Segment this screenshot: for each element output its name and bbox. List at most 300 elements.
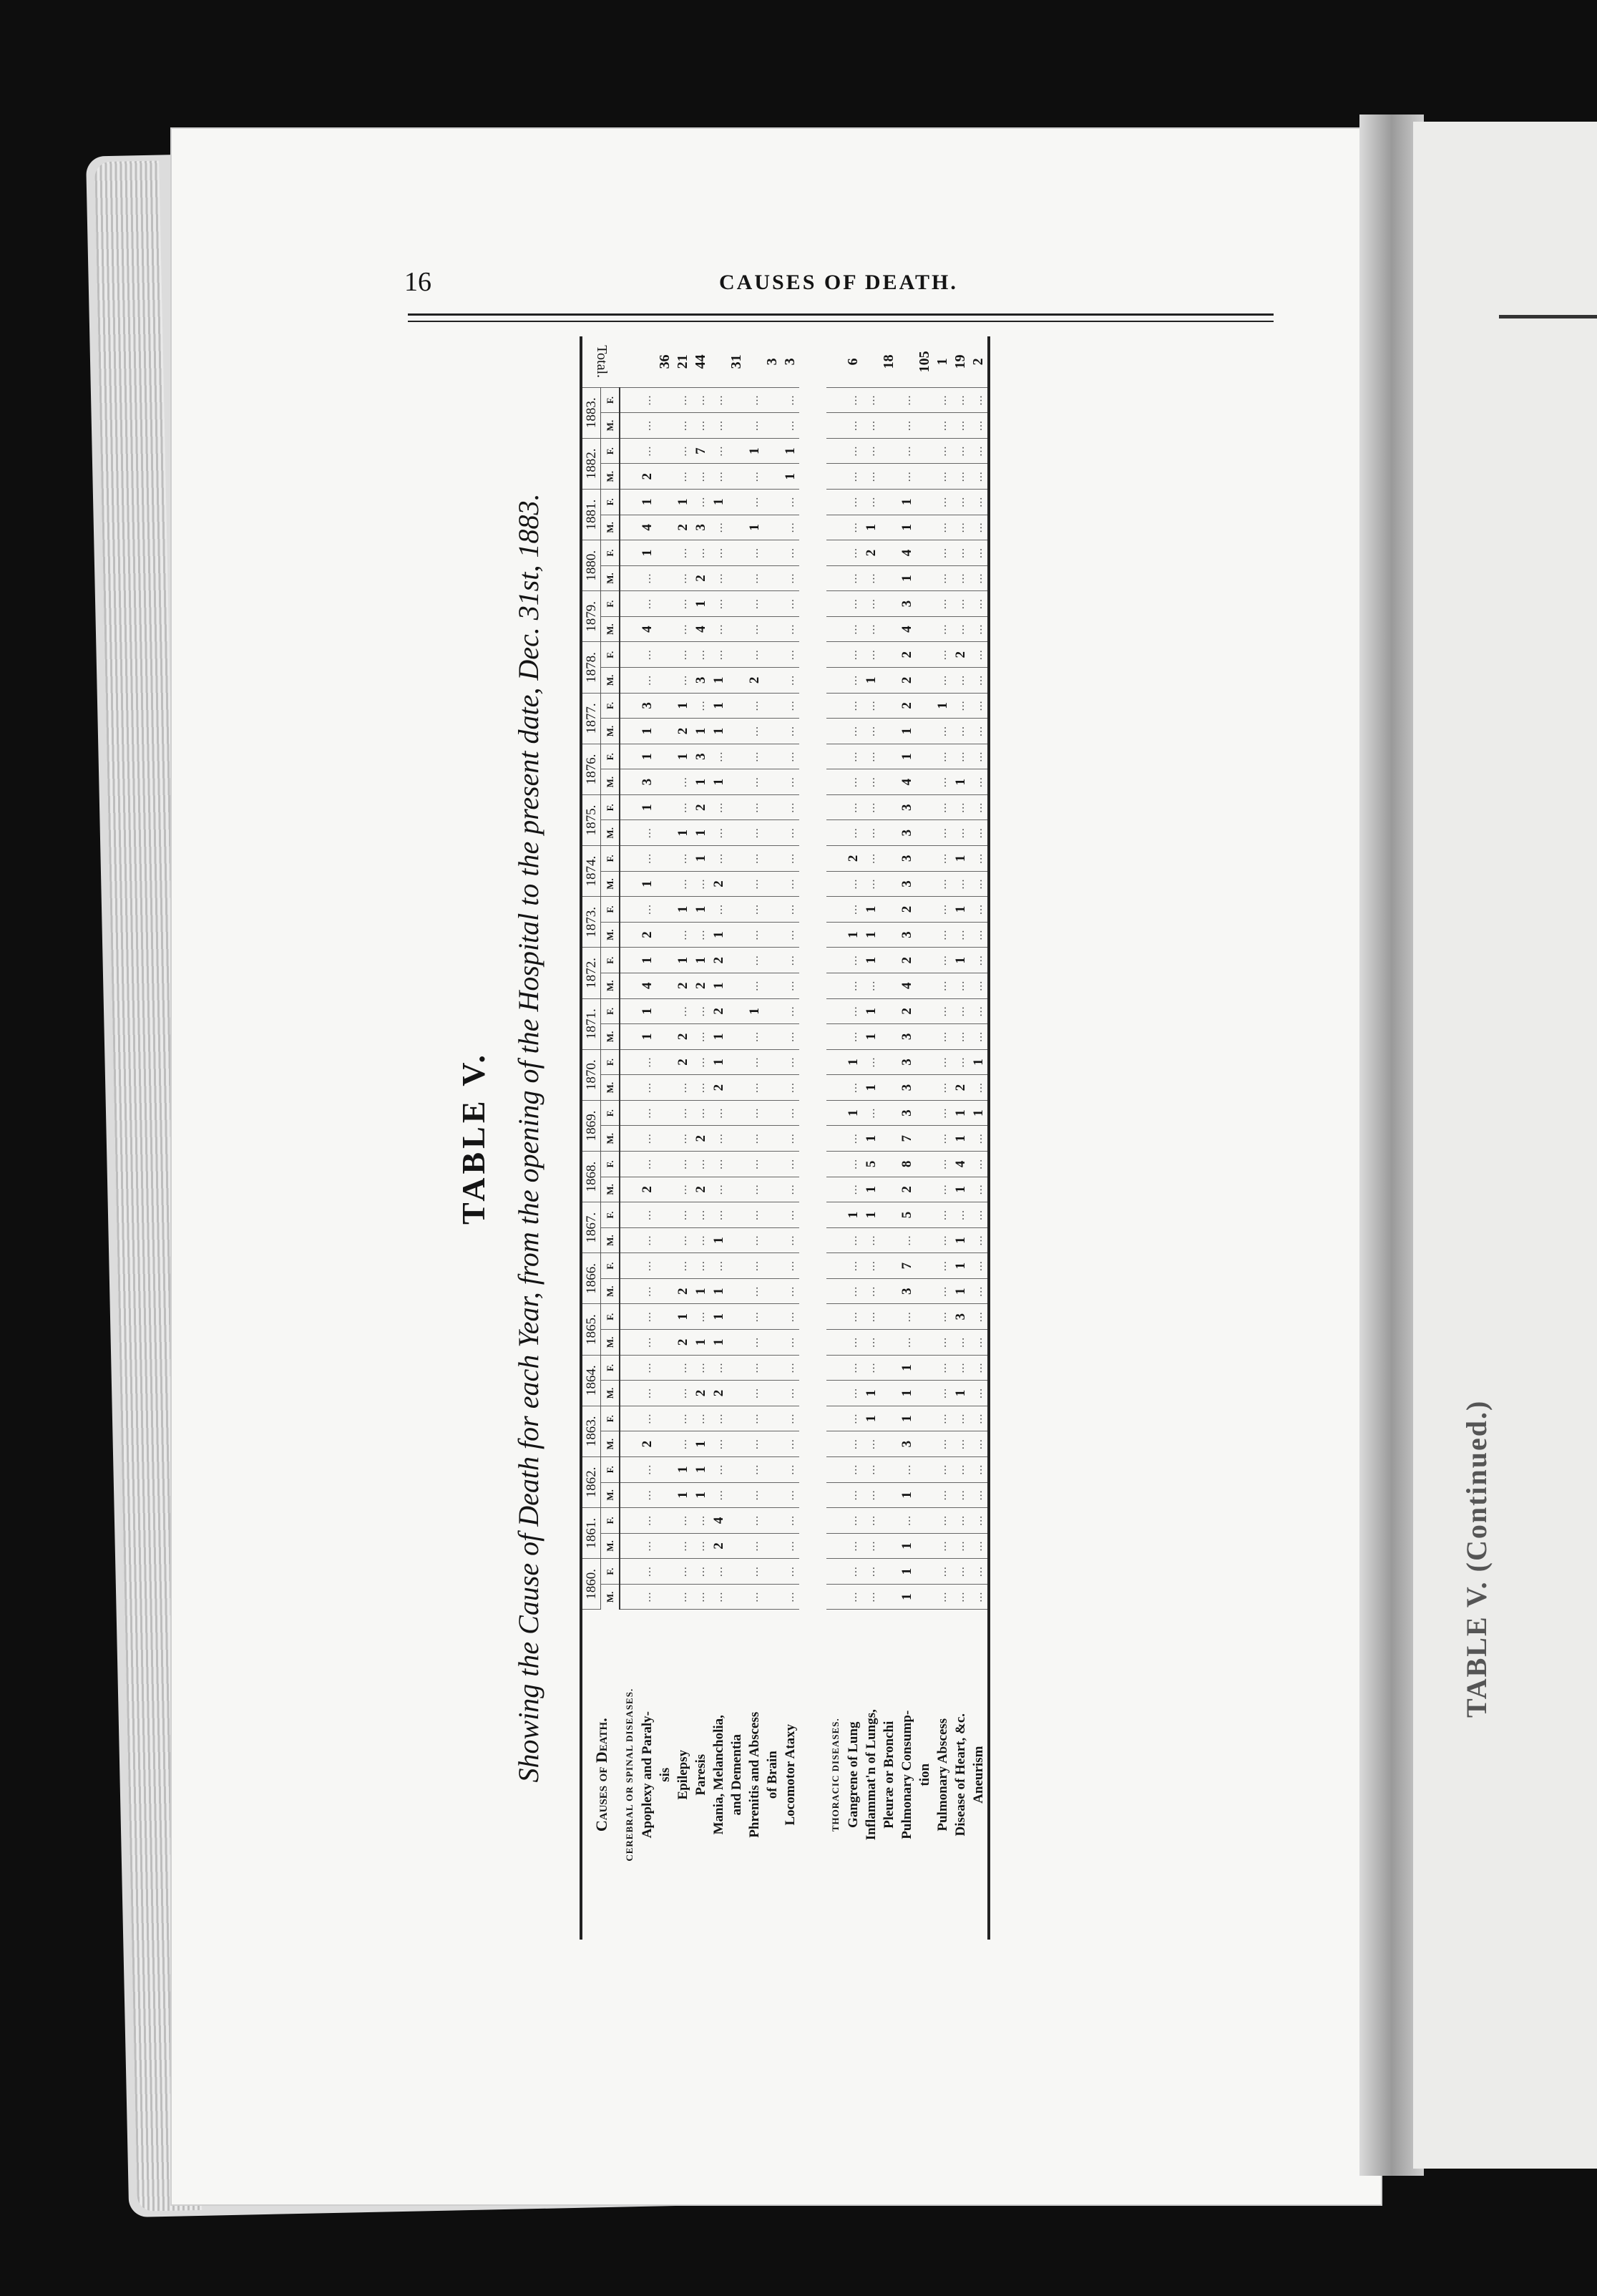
cause-row-continuation (656, 336, 674, 1940)
death-count: 3 (898, 820, 916, 846)
empty-cell (826, 1330, 844, 1356)
empty-marker: ... (674, 1406, 692, 1431)
row-total: 19 (952, 336, 970, 387)
sex-header: M. (601, 973, 620, 998)
empty-marker: ... (934, 1381, 952, 1406)
empty-marker: ... (674, 668, 692, 694)
empty-marker: ... (862, 1100, 880, 1126)
empty-marker: ... (862, 464, 880, 490)
empty-marker: ... (862, 1227, 880, 1253)
empty-marker: ... (674, 1584, 692, 1610)
empty-marker: ... (781, 1304, 799, 1330)
empty-cell (728, 1355, 746, 1381)
empty-marker: ... (844, 794, 862, 820)
empty-cell (763, 1584, 781, 1610)
death-count: 1 (674, 897, 692, 923)
empty-marker: ... (710, 565, 728, 591)
empty-marker: ... (710, 413, 728, 439)
empty-cell (656, 1330, 674, 1356)
empty-cell (880, 1584, 898, 1610)
death-count: 2 (674, 1024, 692, 1050)
sex-header: F. (601, 1049, 620, 1075)
death-count: 1 (952, 769, 970, 795)
empty-cell (880, 1024, 898, 1050)
empty-marker: ... (746, 1100, 763, 1126)
empty-marker: ... (844, 1253, 862, 1279)
death-count: 2 (692, 973, 710, 998)
empty-marker: ... (781, 1508, 799, 1534)
empty-marker: ... (970, 744, 989, 769)
empty-cell (728, 998, 746, 1024)
empty-marker: ... (934, 922, 952, 948)
empty-marker: ... (746, 1355, 763, 1381)
row-total: 105 (916, 336, 934, 387)
empty-marker: ... (844, 998, 862, 1024)
empty-marker: ... (970, 464, 989, 490)
empty-marker: ... (710, 515, 728, 540)
empty-marker: ... (970, 1304, 989, 1330)
cause-row (674, 336, 692, 1940)
death-count: 1 (898, 1406, 916, 1431)
empty-marker: ... (674, 438, 692, 464)
empty-marker: ... (844, 871, 862, 897)
empty-cell (916, 693, 934, 719)
empty-marker: ... (970, 973, 989, 998)
empty-marker: ... (970, 1202, 989, 1228)
empty-cell (763, 871, 781, 897)
empty-cell (728, 387, 746, 413)
death-count: 1 (952, 948, 970, 973)
empty-cell (763, 1152, 781, 1177)
year-header-row (581, 336, 601, 1940)
empty-marker: ... (862, 438, 880, 464)
empty-marker: ... (746, 693, 763, 719)
empty-cell (656, 565, 674, 591)
death-count: 2 (898, 998, 916, 1024)
empty-marker: ... (674, 413, 692, 439)
death-count: 1 (638, 794, 656, 820)
empty-marker: ... (862, 642, 880, 668)
empty-marker: ... (844, 693, 862, 719)
death-count: 2 (674, 1330, 692, 1356)
group-heading: THORACIC DISEASES. (830, 1718, 841, 1832)
death-count: 4 (898, 616, 916, 642)
empty-marker: ... (746, 642, 763, 668)
empty-marker: ... (952, 515, 970, 540)
death-count: 3 (898, 1075, 916, 1101)
empty-marker: ... (862, 973, 880, 998)
death-count: 1 (674, 1304, 692, 1330)
empty-cell (763, 642, 781, 668)
empty-cell (916, 1456, 934, 1482)
row-total (710, 336, 728, 387)
sex-header: M. (601, 1330, 620, 1356)
death-count: 1 (638, 540, 656, 566)
sex-header: M. (601, 1584, 620, 1610)
empty-marker: ... (710, 1431, 728, 1457)
empty-marker: ... (638, 668, 656, 694)
empty-cell (916, 413, 934, 439)
empty-marker: ... (844, 1278, 862, 1304)
empty-cell (826, 820, 844, 846)
rotated-table-region (404, 336, 1270, 1940)
empty-marker: ... (862, 1559, 880, 1585)
empty-marker: ... (934, 820, 952, 846)
empty-cell (620, 1584, 638, 1610)
empty-cell (620, 438, 638, 464)
empty-marker: ... (970, 1152, 989, 1177)
empty-marker: ... (862, 794, 880, 820)
page-number: 16 (404, 267, 431, 297)
empty-marker: ... (970, 948, 989, 973)
sex-header: F. (601, 1152, 620, 1177)
empty-cell (880, 1049, 898, 1075)
empty-cell (916, 591, 934, 617)
empty-cell (916, 1508, 934, 1534)
empty-cell (620, 973, 638, 998)
year-header: 1862. (581, 1456, 601, 1507)
empty-cell (916, 871, 934, 897)
empty-marker: ... (862, 413, 880, 439)
empty-marker: ... (746, 769, 763, 795)
empty-cell (728, 1304, 746, 1330)
empty-marker: ... (952, 820, 970, 846)
empty-cell (763, 1126, 781, 1152)
empty-cell (826, 1278, 844, 1304)
empty-marker: ... (844, 1177, 862, 1202)
empty-cell (656, 693, 674, 719)
empty-marker: ... (746, 591, 763, 617)
empty-marker: ... (781, 948, 799, 973)
empty-marker: ... (970, 1330, 989, 1356)
year-header: 1860. (581, 1559, 601, 1610)
empty-marker: ... (898, 1508, 916, 1534)
death-count: 3 (898, 922, 916, 948)
empty-marker: ... (674, 1202, 692, 1228)
empty-cell (763, 820, 781, 846)
death-count: 1 (781, 438, 799, 464)
empty-marker: ... (692, 871, 710, 897)
empty-cell (826, 1152, 844, 1177)
death-count: 3 (898, 1431, 916, 1457)
empty-marker: ... (746, 846, 763, 872)
empty-marker: ... (844, 540, 862, 566)
empty-cell (826, 1456, 844, 1482)
empty-marker: ... (746, 1177, 763, 1202)
empty-marker: ... (746, 1482, 763, 1508)
empty-marker: ... (781, 1584, 799, 1610)
empty-cell (880, 744, 898, 769)
death-count: 2 (692, 1381, 710, 1406)
empty-marker: ... (638, 1355, 656, 1381)
empty-cell (880, 1253, 898, 1279)
empty-marker: ... (952, 1482, 970, 1508)
empty-cell (656, 1202, 674, 1228)
empty-marker: ... (862, 1049, 880, 1075)
empty-cell (880, 1559, 898, 1585)
death-count: 1 (844, 1100, 862, 1126)
empty-marker: ... (674, 998, 692, 1024)
year-header: 1879. (581, 591, 601, 642)
empty-cell (880, 719, 898, 744)
empty-cell (728, 820, 746, 846)
empty-marker: ... (710, 1559, 728, 1585)
empty-cell (728, 769, 746, 795)
empty-cell (763, 948, 781, 973)
empty-cell (656, 897, 674, 923)
empty-marker: ... (844, 1075, 862, 1101)
empty-cell (620, 1482, 638, 1508)
empty-marker: ... (692, 464, 710, 490)
sex-header: F. (601, 1508, 620, 1534)
cause-row (781, 336, 799, 1940)
empty-cell (656, 871, 674, 897)
empty-marker: ... (781, 1152, 799, 1177)
empty-marker: ... (862, 719, 880, 744)
empty-marker: ... (862, 1304, 880, 1330)
empty-marker: ... (934, 871, 952, 897)
empty-marker: ... (692, 1559, 710, 1585)
empty-marker: ... (934, 565, 952, 591)
empty-cell (916, 565, 934, 591)
empty-marker: ... (844, 515, 862, 540)
empty-cell (620, 1456, 638, 1482)
empty-cell (728, 515, 746, 540)
cause-row (862, 336, 880, 1940)
empty-cell (728, 616, 746, 642)
empty-cell (728, 922, 746, 948)
empty-cell (880, 1508, 898, 1534)
empty-marker: ... (970, 1227, 989, 1253)
empty-cell (656, 846, 674, 872)
death-count: 1 (862, 1024, 880, 1050)
empty-cell (916, 769, 934, 795)
empty-marker: ... (952, 719, 970, 744)
death-count: 1 (638, 719, 656, 744)
empty-marker: ... (710, 1456, 728, 1482)
empty-cell (916, 1304, 934, 1330)
empty-cell (916, 1253, 934, 1279)
death-count: 1 (970, 1100, 989, 1126)
sex-header: M. (601, 1126, 620, 1152)
empty-cell (728, 719, 746, 744)
empty-marker: ... (710, 897, 728, 923)
empty-cell (728, 897, 746, 923)
sex-header: F. (601, 387, 620, 413)
empty-cell (656, 744, 674, 769)
death-count: 3 (898, 871, 916, 897)
empty-cell (826, 336, 844, 387)
empty-marker: ... (674, 846, 692, 872)
empty-marker: ... (934, 897, 952, 923)
empty-marker: ... (638, 1227, 656, 1253)
empty-marker: ... (952, 1202, 970, 1228)
empty-marker: ... (781, 744, 799, 769)
empty-marker: ... (934, 1126, 952, 1152)
death-count: 1 (674, 948, 692, 973)
death-count: 1 (862, 1075, 880, 1101)
empty-cell (916, 948, 934, 973)
empty-cell (728, 744, 746, 769)
empty-marker: ... (862, 1431, 880, 1457)
empty-marker: ... (862, 616, 880, 642)
empty-cell (880, 1456, 898, 1482)
empty-marker: ... (898, 413, 916, 439)
empty-marker: ... (844, 1126, 862, 1152)
empty-cell (826, 642, 844, 668)
death-count: 3 (692, 515, 710, 540)
empty-marker: ... (674, 540, 692, 566)
empty-marker: ... (934, 794, 952, 820)
empty-cell (656, 1533, 674, 1559)
death-count: 1 (710, 668, 728, 694)
empty-cell (728, 973, 746, 998)
empty-marker: ... (952, 1024, 970, 1050)
empty-marker: ... (781, 1431, 799, 1457)
empty-cell (880, 413, 898, 439)
death-count: 1 (898, 565, 916, 591)
empty-marker: ... (674, 769, 692, 795)
empty-marker: ... (638, 846, 656, 872)
empty-marker: ... (934, 489, 952, 515)
empty-marker: ... (934, 846, 952, 872)
empty-marker: ... (862, 820, 880, 846)
death-count: 1 (898, 1584, 916, 1610)
empty-marker: ... (862, 693, 880, 719)
empty-marker: ... (898, 438, 916, 464)
empty-cell (880, 973, 898, 998)
death-count: 1 (674, 820, 692, 846)
death-count: 5 (898, 1202, 916, 1228)
empty-cell (763, 1075, 781, 1101)
empty-marker: ... (638, 1100, 656, 1126)
empty-cell (916, 515, 934, 540)
empty-marker: ... (781, 1278, 799, 1304)
empty-cell (656, 769, 674, 795)
year-header: 1866. (581, 1253, 601, 1304)
empty-cell (620, 464, 638, 490)
empty-cell (620, 1431, 638, 1457)
empty-cell (826, 1431, 844, 1457)
empty-cell (620, 719, 638, 744)
year-header: 1874. (581, 846, 601, 897)
empty-marker: ... (934, 1330, 952, 1356)
death-count: 2 (692, 1177, 710, 1202)
empty-cell (916, 616, 934, 642)
death-count: 1 (898, 1533, 916, 1559)
empty-marker: ... (970, 616, 989, 642)
sex-header: F. (601, 1406, 620, 1431)
empty-cell (916, 1330, 934, 1356)
empty-marker: ... (638, 1202, 656, 1228)
sex-header: M. (601, 1431, 620, 1457)
empty-cell (728, 1431, 746, 1457)
death-count: 2 (692, 794, 710, 820)
death-count: 1 (710, 769, 728, 795)
empty-cell (826, 948, 844, 973)
total-header-text: Total. (593, 345, 610, 379)
empty-marker: ... (674, 1100, 692, 1126)
sex-header: F. (601, 1559, 620, 1585)
empty-cell (728, 1202, 746, 1228)
empty-marker: ... (692, 489, 710, 515)
empty-cell (880, 1330, 898, 1356)
empty-cell (880, 438, 898, 464)
cause-label: Mania, Melancholia, (711, 1715, 726, 1835)
empty-cell (728, 1330, 746, 1356)
empty-cell (656, 794, 674, 820)
empty-marker: ... (781, 1202, 799, 1228)
death-count: 1 (862, 1126, 880, 1152)
year-header: 1861. (581, 1508, 601, 1559)
death-count: 1 (674, 744, 692, 769)
empty-marker: ... (844, 642, 862, 668)
cause-label: Gangrene of Lung (846, 1721, 861, 1828)
year-header: 1880. (581, 540, 601, 591)
empty-cell (763, 515, 781, 540)
cause-label-continuation: and Dementia (729, 1733, 744, 1816)
empty-marker: ... (692, 922, 710, 948)
empty-marker: ... (844, 489, 862, 515)
empty-marker: ... (934, 1227, 952, 1253)
row-total (638, 336, 656, 387)
empty-cell (916, 1355, 934, 1381)
death-count: 1 (862, 948, 880, 973)
empty-marker: ... (952, 565, 970, 591)
empty-cell (620, 1381, 638, 1406)
row-total (862, 336, 880, 387)
empty-marker: ... (952, 1559, 970, 1585)
empty-cell (620, 1304, 638, 1330)
head-rule (408, 313, 1274, 322)
empty-marker: ... (746, 464, 763, 490)
empty-cell (826, 1075, 844, 1101)
empty-cell (826, 871, 844, 897)
sex-header: M. (601, 565, 620, 591)
cause-row (746, 336, 763, 1940)
empty-marker: ... (638, 1559, 656, 1585)
empty-marker: ... (898, 1330, 916, 1356)
cause-row (970, 336, 989, 1940)
empty-marker: ... (970, 438, 989, 464)
empty-marker: ... (746, 897, 763, 923)
death-count: 2 (710, 1075, 728, 1101)
empty-cell (620, 591, 638, 617)
empty-marker: ... (970, 871, 989, 897)
empty-cell (826, 1100, 844, 1126)
empty-cell (656, 1152, 674, 1177)
year-header: 1869. (581, 1100, 601, 1151)
empty-cell (916, 1381, 934, 1406)
empty-marker: ... (952, 1330, 970, 1356)
empty-cell (620, 1075, 638, 1101)
empty-marker: ... (934, 464, 952, 490)
empty-cell (916, 464, 934, 490)
empty-marker: ... (692, 1304, 710, 1330)
empty-cell (763, 1482, 781, 1508)
death-count: 8 (898, 1152, 916, 1177)
empty-marker: ... (692, 1049, 710, 1075)
empty-marker: ... (844, 973, 862, 998)
empty-marker: ... (710, 820, 728, 846)
death-count: 4 (898, 973, 916, 998)
empty-cell (763, 1559, 781, 1585)
sex-header: M. (601, 719, 620, 744)
year-header: 1873. (581, 897, 601, 948)
cause-row (934, 336, 952, 1940)
empty-cell (916, 897, 934, 923)
empty-marker: ... (781, 387, 799, 413)
